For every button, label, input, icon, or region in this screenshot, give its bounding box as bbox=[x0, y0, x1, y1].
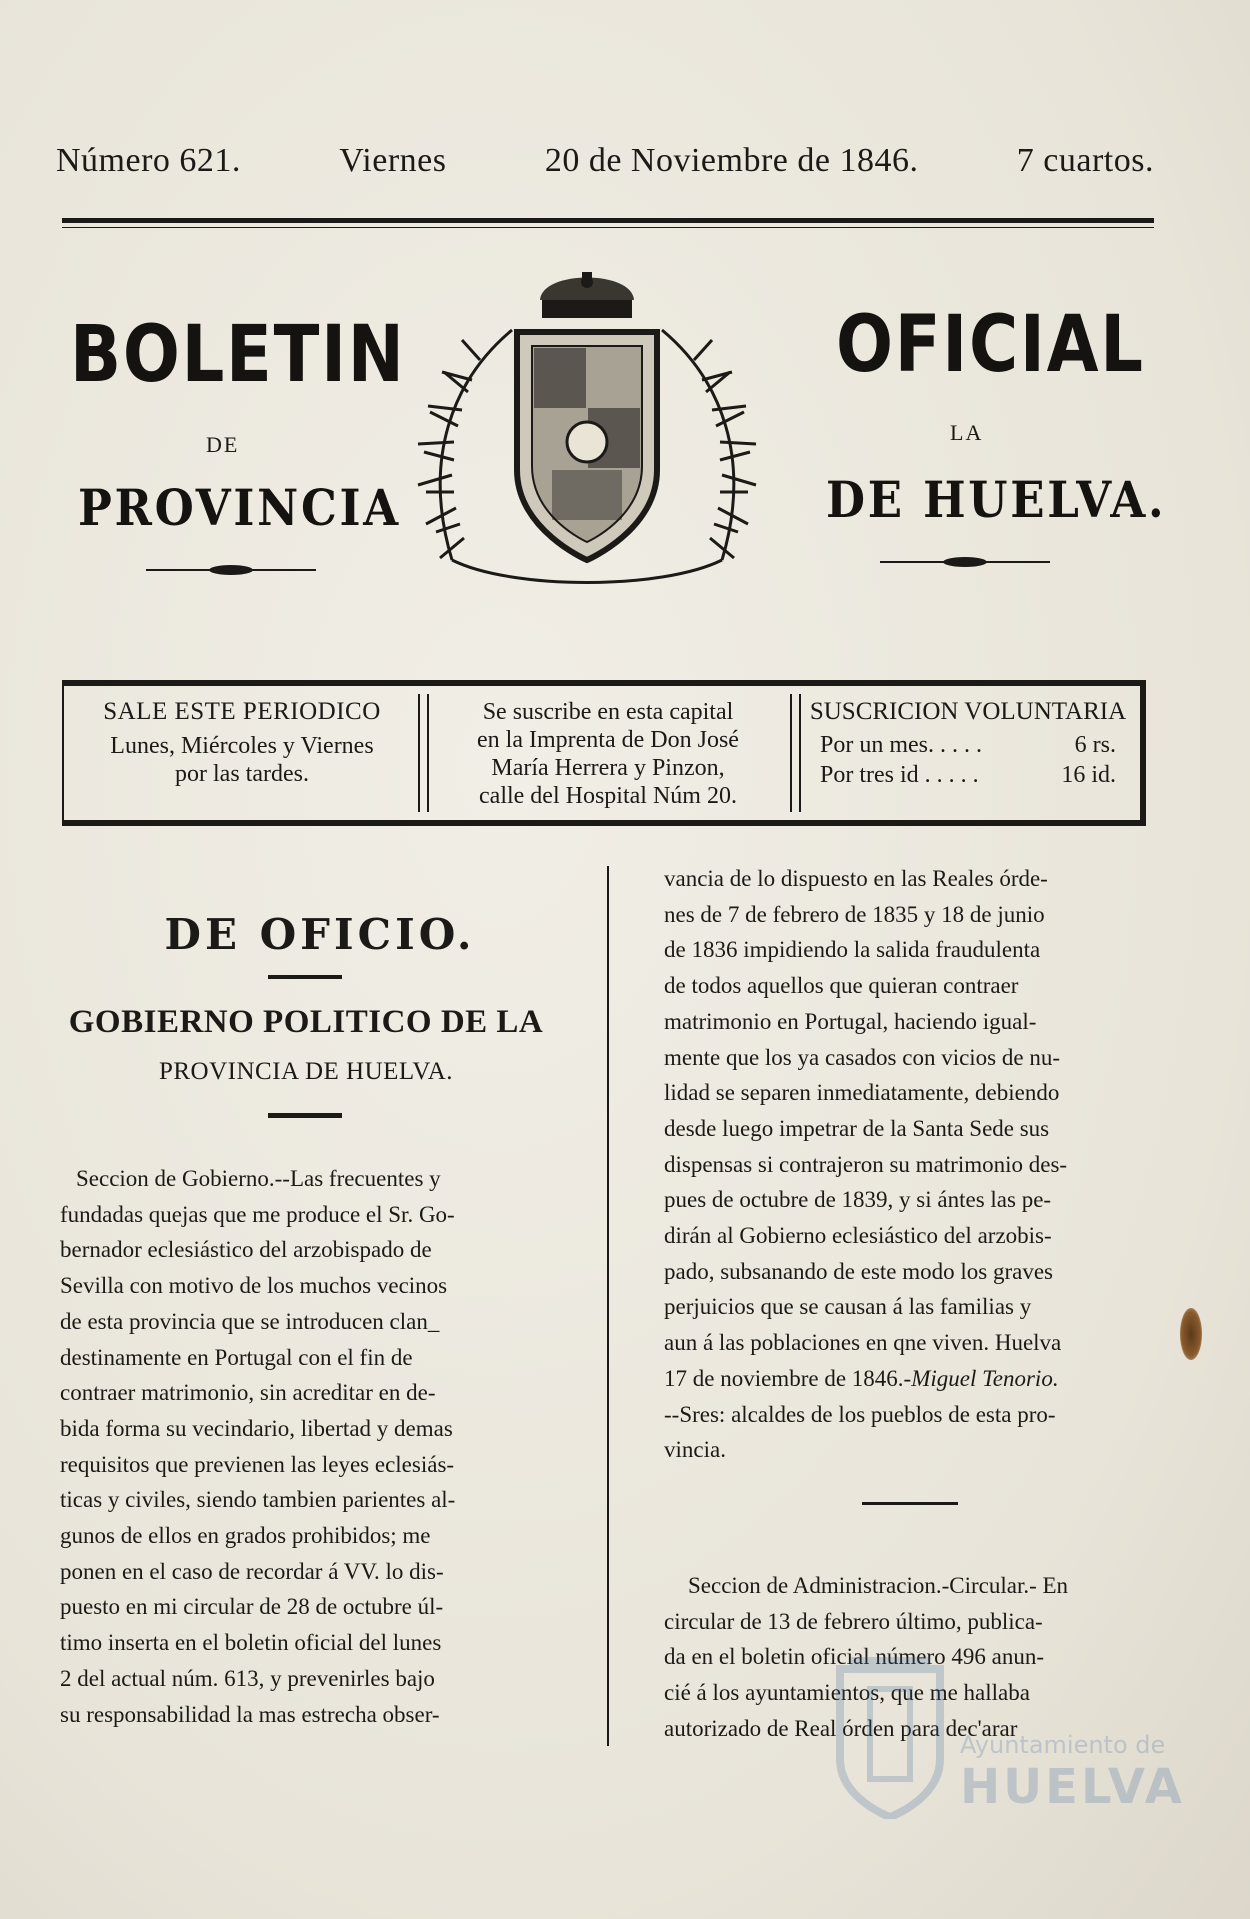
issue-price: 7 cuartos. bbox=[1016, 142, 1154, 179]
text-line: fundadas quejas que me produce el Sr. Go- bbox=[60, 1201, 455, 1227]
text-line: Sevilla con motivo de los muchos vecinos bbox=[60, 1273, 448, 1299]
issue-line bbox=[56, 142, 1154, 180]
text-line: cié á los ayuntamientos, que me hallaba bbox=[664, 1680, 1030, 1706]
text-line: timo inserta en el boletin oficial del lunes bbox=[60, 1630, 442, 1656]
masthead-de-huelva: DE HUELVA. bbox=[826, 470, 1167, 529]
masthead-oficial: OFICIAL bbox=[836, 300, 1145, 390]
archive-watermark bbox=[830, 1639, 1185, 1829]
text-line: da en el boletin oficial número 496 anun- bbox=[664, 1644, 1045, 1670]
text-line: de 1836 impidiendo la salida fraudulenta bbox=[664, 937, 1041, 963]
text-line: mente que los ya casados con vicios de nu- bbox=[664, 1044, 1060, 1070]
schedule-days: Lunes, Miércoles y Viernes bbox=[110, 733, 374, 759]
subscription-place bbox=[436, 698, 780, 810]
price-row bbox=[808, 760, 1128, 790]
schedule-time: por las tardes. bbox=[175, 761, 309, 787]
masthead-boletin: BOLETIN bbox=[70, 310, 406, 400]
signature-date: 17 de noviembre de 1846.- bbox=[664, 1365, 912, 1391]
text-line: pues de octubre de 1839, y si ántes las pe- bbox=[664, 1187, 1052, 1213]
price-row bbox=[808, 730, 1128, 760]
text-line: 2 del actual núm. 613, y prevenirles bajo bbox=[60, 1665, 435, 1691]
issue-number: Número 621. bbox=[56, 142, 241, 179]
text-line: requisitos que previenen las leyes eclesiás- bbox=[60, 1451, 455, 1477]
left-column-text bbox=[60, 1161, 552, 1732]
price-label: Por un mes. . . . . bbox=[820, 732, 982, 758]
text-line: dirán al Gobierno eclesiástico del arzobis- bbox=[664, 1223, 1052, 1249]
text-line: matrimonio en Portugal, haciendo igual- bbox=[664, 1008, 1037, 1034]
price-label: Por tres id . . . . . bbox=[820, 762, 979, 788]
right-column-text bbox=[664, 861, 1152, 1746]
issue-date: 20 de Noviembre de 1846. bbox=[544, 142, 919, 179]
text-line: destinamente en Portugal con el fin de bbox=[60, 1344, 413, 1370]
column-rule bbox=[607, 866, 609, 1746]
subscription-prices bbox=[808, 698, 1128, 790]
text-line: Seccion de Gobierno.--Las frecuentes y bbox=[76, 1166, 441, 1191]
text-line: desde luego impetrar de la Santa Sede sus bbox=[664, 1115, 1050, 1141]
text-line: perjuicios que se causan á las familias y bbox=[664, 1294, 1032, 1320]
text-line: bida forma su vecindario, libertad y demas bbox=[60, 1415, 453, 1441]
signature-line bbox=[664, 1361, 1152, 1397]
article-subheading: PROVINCIA DE HUELVA. bbox=[158, 1058, 454, 1085]
text-line: ponen en el caso de recordar á VV. lo dis- bbox=[60, 1558, 444, 1584]
place-line: María Herrera y Pinzon, bbox=[491, 755, 725, 781]
text-line: nes de 7 de febrero de 1835 y 18 de junio bbox=[664, 901, 1045, 927]
text-line: vincia. bbox=[664, 1437, 726, 1463]
text-line: contraer matrimonio, sin acreditar en de- bbox=[60, 1380, 436, 1406]
text-line: Seccion de Administracion.-Circular.- En bbox=[688, 1572, 1069, 1598]
masthead-la: LA bbox=[950, 420, 984, 445]
signature-name: Miguel Tenorio. bbox=[911, 1365, 1059, 1391]
text-line: gunos de ellos en grados prohibidos; me bbox=[60, 1523, 431, 1549]
text-line: dispensas si contrajeron su matrimonio des- bbox=[664, 1151, 1068, 1177]
text-line: ticas y civiles, siendo tambien parientes al- bbox=[60, 1487, 456, 1513]
heading-rule bbox=[268, 1113, 342, 1118]
text-line: de esta provincia que se introducen clan_ bbox=[60, 1308, 440, 1334]
issue-weekday: Viernes bbox=[339, 142, 447, 179]
price-value: 6 rs. bbox=[1074, 732, 1116, 758]
text-line: aun á las poblaciones en qne viven. Huelva bbox=[664, 1330, 1062, 1356]
text-line: pado, subsanando de este modo los graves bbox=[664, 1258, 1054, 1284]
header-rule bbox=[62, 218, 1154, 228]
prices-title: SUSCRICION VOLUNTARIA bbox=[809, 698, 1127, 725]
box-separator bbox=[790, 694, 801, 812]
spacer bbox=[664, 1468, 1152, 1528]
text-line: puesto en mi circular de 28 de octubre úl- bbox=[60, 1594, 444, 1620]
ink-stain bbox=[1180, 1308, 1202, 1360]
place-line: Se suscribe en esta capital bbox=[482, 699, 734, 725]
masthead-de: DE bbox=[206, 432, 240, 457]
subscription-box bbox=[62, 680, 1146, 826]
text-line: --Sres: alcaldes de los pueblos de esta pro- bbox=[664, 1401, 1056, 1427]
watermark-line2: HUELVA bbox=[960, 1759, 1185, 1815]
text-line: bernador eclesiástico del arzobispado de bbox=[60, 1237, 432, 1263]
text-line: su responsabilidad la mas estrecha obser- bbox=[60, 1701, 440, 1727]
heading-rule bbox=[268, 975, 342, 979]
schedule-title: SALE ESTE PERIODICO bbox=[103, 698, 381, 725]
place-line: calle del Hospital Núm 20. bbox=[479, 783, 737, 809]
article-heading: GOBIERNO POLITICO DE LA bbox=[68, 1004, 544, 1040]
masthead-ornament-left bbox=[146, 565, 316, 575]
city-shield-icon bbox=[830, 1649, 950, 1819]
text-line: circular de 13 de febrero último, publica- bbox=[664, 1608, 1043, 1634]
masthead-provincia: PROVINCIA bbox=[78, 478, 401, 537]
place-line: en la Imprenta de Don José bbox=[477, 727, 739, 753]
masthead-ornament-right bbox=[880, 557, 1050, 567]
text-line: lidad se separen inmediatamente, debiendo bbox=[664, 1080, 1060, 1106]
box-separator bbox=[418, 694, 429, 812]
text-line: autorizado de Real órden para dec'arar bbox=[664, 1715, 1018, 1741]
text-line: vancia de lo dispuesto en las Reales órde- bbox=[664, 866, 1048, 891]
watermark-line1: Ayuntamiento de bbox=[960, 1731, 1166, 1759]
text-line: de todos aquellos que quieran contraer bbox=[664, 973, 1019, 999]
spacer bbox=[664, 1528, 1152, 1568]
price-value: 16 id. bbox=[1061, 762, 1116, 788]
section-rule bbox=[862, 1502, 958, 1505]
section-heading: DE OFICIO. bbox=[164, 910, 476, 959]
publication-schedule bbox=[76, 698, 408, 788]
coat-of-arms-icon bbox=[392, 270, 782, 600]
